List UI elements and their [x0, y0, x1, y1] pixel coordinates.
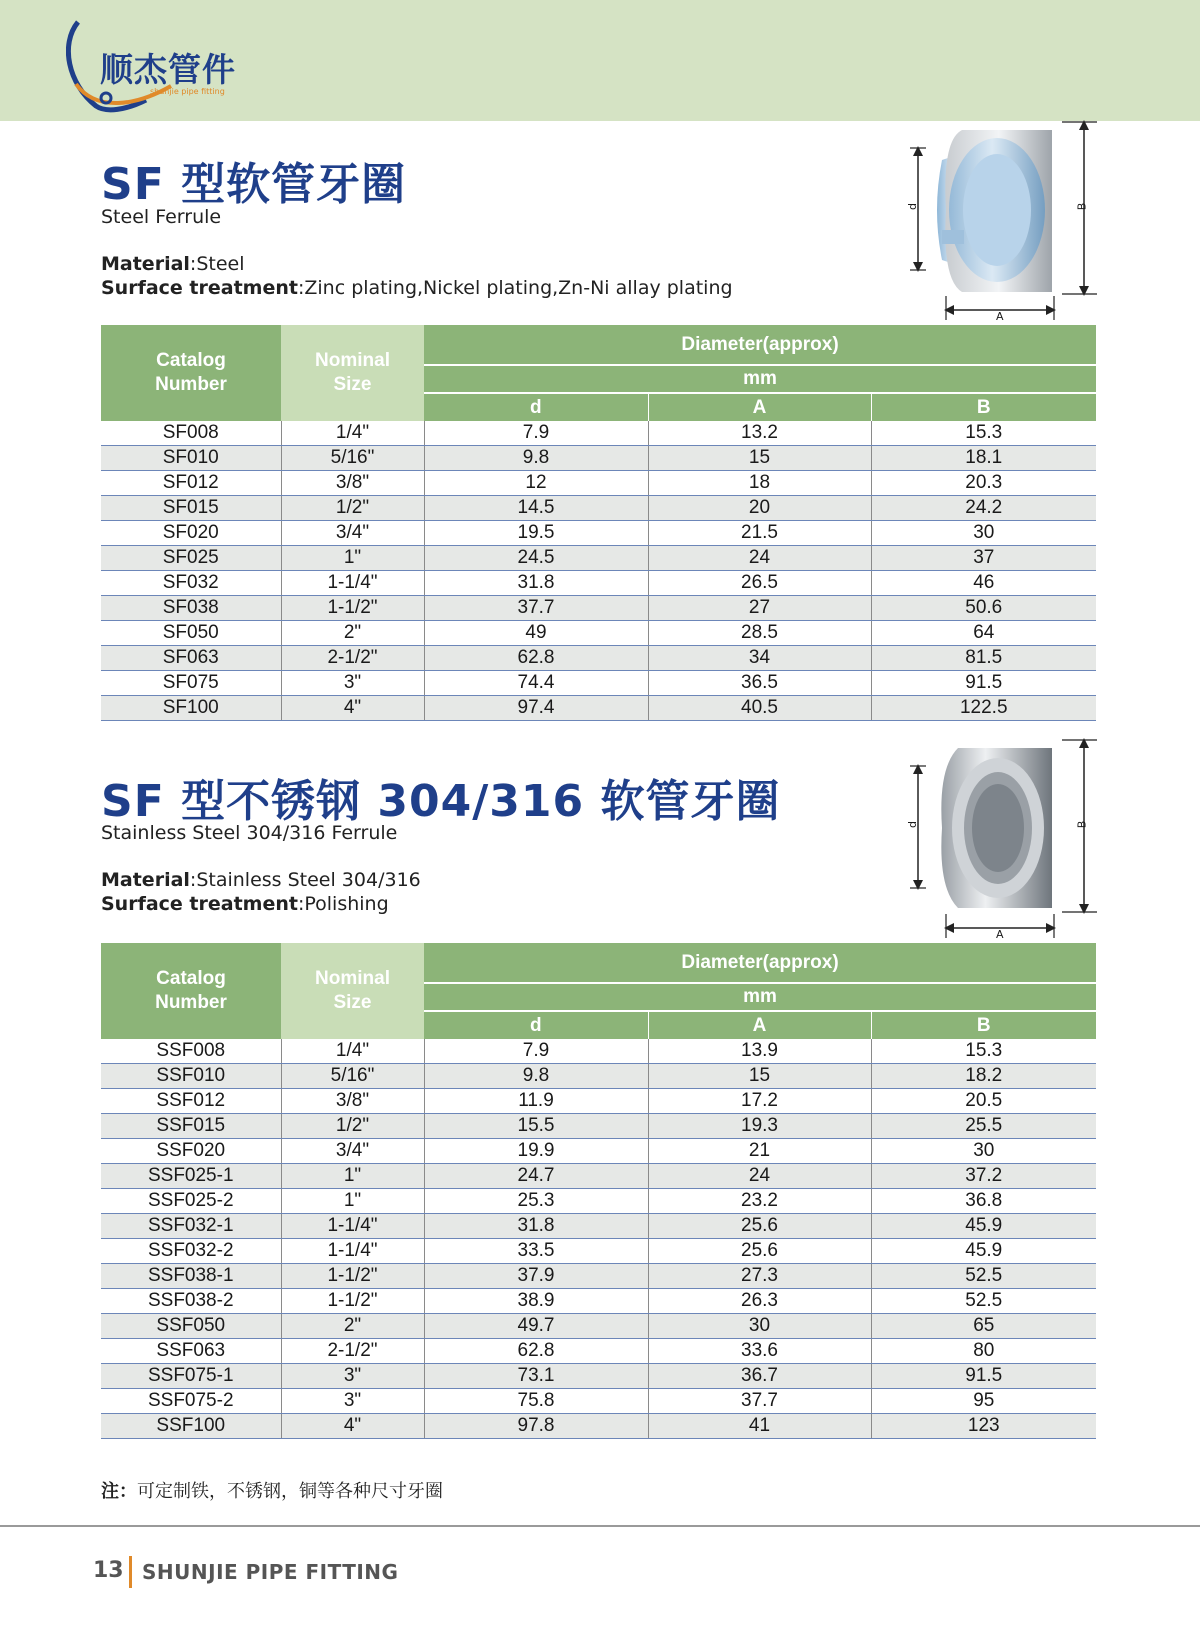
table-cell: SF012 [101, 471, 281, 496]
dim-a-label: A [996, 310, 1004, 323]
table-cell: 33.5 [424, 1239, 648, 1264]
dim-d-label: d [905, 821, 919, 828]
catalog-number-header [101, 325, 281, 421]
table-row [101, 1414, 1096, 1439]
table-cell: 1/4" [281, 421, 424, 446]
table-cell: 33.6 [648, 1339, 871, 1364]
steel-ferrule-figure [902, 120, 1102, 325]
table-cell: 91.5 [871, 1364, 1096, 1389]
table-cell: 30 [871, 1139, 1096, 1164]
table-cell: 30 [648, 1314, 871, 1339]
table-cell: 15 [648, 446, 871, 471]
table-row [101, 671, 1096, 696]
table-cell: SSF032-2 [101, 1239, 281, 1264]
diameter-header: Diameter(approx) [424, 325, 1096, 365]
material-value: :Steel [189, 253, 245, 275]
table-cell: 81.5 [871, 646, 1096, 671]
table-row [101, 1189, 1096, 1214]
table-cell: SF050 [101, 621, 281, 646]
table-cell: SSF020 [101, 1139, 281, 1164]
table-cell: SSF100 [101, 1414, 281, 1439]
header-line: Size [333, 374, 372, 395]
table-cell: SF025 [101, 546, 281, 571]
table-cell: 37.9 [424, 1264, 648, 1289]
footer-divider [0, 1525, 1200, 1527]
table-cell: 3/8" [281, 471, 424, 496]
table-cell: 14.5 [424, 496, 648, 521]
col-b-header: B [871, 1011, 1096, 1039]
table-cell: 2-1/2" [281, 1339, 424, 1364]
table-row [101, 1339, 1096, 1364]
header-line: Size [333, 992, 372, 1013]
table-body [101, 421, 1096, 721]
stainless-ferrule-diagram-icon [902, 738, 1102, 943]
table-cell: 30 [871, 521, 1096, 546]
table-cell: 46 [871, 571, 1096, 596]
table-cell: SSF038-1 [101, 1264, 281, 1289]
table-row [101, 446, 1096, 471]
table-cell: 3/8" [281, 1089, 424, 1114]
table-cell: 25.6 [648, 1214, 871, 1239]
table-cell: 26.3 [648, 1289, 871, 1314]
table-cell: 19.9 [424, 1139, 648, 1164]
table-cell: 3" [281, 1389, 424, 1414]
table-cell: 1/4" [281, 1039, 424, 1064]
table-cell: 2-1/2" [281, 646, 424, 671]
table-cell: SF032 [101, 571, 281, 596]
table-row [101, 1289, 1096, 1314]
table-row [101, 471, 1096, 496]
section2-material [101, 869, 421, 891]
table-cell: 73.1 [424, 1364, 648, 1389]
table-cell: SF100 [101, 696, 281, 721]
col-a-header: A [648, 1011, 871, 1039]
table-cell: 1" [281, 1164, 424, 1189]
dim-b-label: B [1075, 202, 1089, 211]
table-cell: 21 [648, 1139, 871, 1164]
table-cell: SF075 [101, 671, 281, 696]
footnote [101, 1477, 443, 1503]
table-cell: 34 [648, 646, 871, 671]
table-row [101, 1064, 1096, 1089]
table-cell: 7.9 [424, 421, 648, 446]
material-label: Material [101, 253, 190, 275]
page-number: 13 [93, 1558, 124, 1583]
table-cell: 27 [648, 596, 871, 621]
table-cell: 2" [281, 1314, 424, 1339]
steel-ferrule-diagram-icon [902, 120, 1102, 325]
table-header [101, 325, 1096, 421]
table-cell: 95 [871, 1389, 1096, 1414]
logo-subtext: shunjie pipe fitting [150, 87, 225, 96]
surface-value: :Zinc plating,Nickel plating,Zn-Ni allay plating [297, 277, 733, 299]
table-cell: 20.5 [871, 1089, 1096, 1114]
table-cell: 49 [424, 621, 648, 646]
table-cell: 18.2 [871, 1064, 1096, 1089]
company-logo [66, 14, 266, 114]
table-cell: 13.9 [648, 1039, 871, 1064]
dim-a-label: A [996, 928, 1004, 941]
col-b-header: B [871, 393, 1096, 421]
table-cell: 15.3 [871, 1039, 1096, 1064]
stainless-ferrule-figure [902, 738, 1102, 943]
section2-title: SF 型不锈钢 304/316 软管牙圈 [101, 776, 781, 827]
header-line: Nominal [315, 968, 390, 989]
section1-title: SF 型软管牙圈 [101, 159, 407, 210]
table-body [101, 1039, 1096, 1439]
table-cell: SSF012 [101, 1089, 281, 1114]
table-cell: 3" [281, 671, 424, 696]
catalog-number-header [101, 943, 281, 1039]
table-cell: 80 [871, 1339, 1096, 1364]
header-band [0, 0, 1200, 121]
section1-material [101, 253, 245, 275]
table-cell: 123 [871, 1414, 1096, 1439]
col-d-header: d [424, 1011, 648, 1039]
table-cell: 26.5 [648, 571, 871, 596]
material-value: :Stainless Steel 304/316 [189, 869, 421, 891]
col-a-header: A [648, 393, 871, 421]
table-cell: 97.8 [424, 1414, 648, 1439]
table-cell: SF020 [101, 521, 281, 546]
material-label: Material [101, 869, 190, 891]
table-cell: 25.6 [648, 1239, 871, 1264]
table-cell: 24.5 [424, 546, 648, 571]
table-cell: 18.1 [871, 446, 1096, 471]
table-cell: SF010 [101, 446, 281, 471]
table-row [101, 596, 1096, 621]
table-cell: 9.8 [424, 1064, 648, 1089]
col-d-header: d [424, 393, 648, 421]
section1-subtitle: Steel Ferrule [101, 206, 222, 228]
table-cell: 36.5 [648, 671, 871, 696]
section2-surface [101, 893, 389, 915]
diameter-header: Diameter(approx) [424, 943, 1096, 983]
header-line: Number [155, 992, 227, 1013]
table-cell: 25.3 [424, 1189, 648, 1214]
table-cell: 11.9 [424, 1089, 648, 1114]
header-line: Catalog [156, 968, 226, 989]
table-row [101, 1164, 1096, 1189]
footer-brand: SHUNJIE PIPE FITTING [142, 1560, 399, 1584]
table-cell: 37.7 [424, 596, 648, 621]
table-cell: 49.7 [424, 1314, 648, 1339]
table-cell: SF063 [101, 646, 281, 671]
table-cell: 31.8 [424, 571, 648, 596]
table-cell: 31.8 [424, 1214, 648, 1239]
table-cell: 62.8 [424, 646, 648, 671]
table-cell: 13.2 [648, 421, 871, 446]
steel-ferrule-table [101, 325, 1096, 721]
table-row [101, 1214, 1096, 1239]
table-cell: 20.3 [871, 471, 1096, 496]
table-row [101, 571, 1096, 596]
table-cell: 18 [648, 471, 871, 496]
table-cell: 1/2" [281, 496, 424, 521]
table-cell: 3/4" [281, 1139, 424, 1164]
header-line: Number [155, 374, 227, 395]
table-cell: 1-1/4" [281, 1214, 424, 1239]
table-cell: 1-1/4" [281, 571, 424, 596]
table-cell: 4" [281, 696, 424, 721]
table-row [101, 1114, 1096, 1139]
table-cell: 52.5 [871, 1289, 1096, 1314]
table-cell: SSF038-2 [101, 1289, 281, 1314]
nominal-size-header [281, 325, 424, 421]
table-cell: 24 [648, 546, 871, 571]
table-cell: 3" [281, 1364, 424, 1389]
surface-value: :Polishing [297, 893, 389, 915]
table-cell: 97.4 [424, 696, 648, 721]
table-cell: 5/16" [281, 1064, 424, 1089]
dim-d-label: d [905, 203, 919, 210]
table-cell: 19.5 [424, 521, 648, 546]
dim-b-label: B [1075, 820, 1089, 829]
table-row [101, 1089, 1096, 1114]
table-cell: SSF015 [101, 1114, 281, 1139]
table-cell: 37.7 [648, 1389, 871, 1414]
table-row [101, 1264, 1096, 1289]
table-cell: 41 [648, 1414, 871, 1439]
table-cell: 45.9 [871, 1214, 1096, 1239]
table-row [101, 696, 1096, 721]
table-cell: SF038 [101, 596, 281, 621]
table-cell: 38.9 [424, 1289, 648, 1314]
table-cell: 40.5 [648, 696, 871, 721]
table-cell: 28.5 [648, 621, 871, 646]
table-cell: 7.9 [424, 1039, 648, 1064]
table-cell: SSF050 [101, 1314, 281, 1339]
table-cell: 52.5 [871, 1264, 1096, 1289]
table-cell: 17.2 [648, 1089, 871, 1114]
table-row [101, 1239, 1096, 1264]
table-cell: 4" [281, 1414, 424, 1439]
table-cell: 19.3 [648, 1114, 871, 1139]
table-row [101, 1389, 1096, 1414]
table-row [101, 521, 1096, 546]
table-cell: SSF075-2 [101, 1389, 281, 1414]
table-row [101, 1139, 1096, 1164]
table-cell: 1/2" [281, 1114, 424, 1139]
table-cell: 24.2 [871, 496, 1096, 521]
table-row [101, 1364, 1096, 1389]
table-row [101, 1314, 1096, 1339]
table-row [101, 421, 1096, 446]
table-cell: 65 [871, 1314, 1096, 1339]
table-cell: 37.2 [871, 1164, 1096, 1189]
surface-label: Surface treatment [101, 893, 298, 915]
table-cell: 15.3 [871, 421, 1096, 446]
table-cell: 25.5 [871, 1114, 1096, 1139]
table-cell: 75.8 [424, 1389, 648, 1414]
table-cell: SSF010 [101, 1064, 281, 1089]
table-row [101, 496, 1096, 521]
note-text: 可定制铁，不锈钢，铜等各种尺寸牙圈 [137, 1481, 443, 1502]
table-cell: 1-1/2" [281, 1289, 424, 1314]
table-cell: 21.5 [648, 521, 871, 546]
table-cell: 1" [281, 546, 424, 571]
table-row [101, 1039, 1096, 1064]
header-line: Catalog [156, 350, 226, 371]
table-cell: 74.4 [424, 671, 648, 696]
table-cell: 64 [871, 621, 1096, 646]
table-cell: 23.2 [648, 1189, 871, 1214]
nominal-size-header [281, 943, 424, 1039]
table-cell: 24 [648, 1164, 871, 1189]
unit-header: mm [424, 983, 1096, 1011]
table-cell: 9.8 [424, 446, 648, 471]
table-cell: 1-1/2" [281, 1264, 424, 1289]
table-cell: SF015 [101, 496, 281, 521]
footer-accent-bar [129, 1556, 132, 1588]
table-cell: 2" [281, 621, 424, 646]
table-cell: 24.7 [424, 1164, 648, 1189]
table-cell: 3/4" [281, 521, 424, 546]
table-cell: 50.6 [871, 596, 1096, 621]
note-label: 注： [101, 1481, 137, 1502]
header-line: Nominal [315, 350, 390, 371]
section1-surface [101, 277, 733, 299]
table-header [101, 943, 1096, 1039]
table-cell: SSF025-1 [101, 1164, 281, 1189]
table-cell: 37 [871, 546, 1096, 571]
table-row [101, 646, 1096, 671]
table-cell: 91.5 [871, 671, 1096, 696]
table-cell: 45.9 [871, 1239, 1096, 1264]
table-cell: 36.8 [871, 1189, 1096, 1214]
table-cell: SSF025-2 [101, 1189, 281, 1214]
section2-subtitle: Stainless Steel 304/316 Ferrule [101, 822, 398, 844]
table-cell: SF008 [101, 421, 281, 446]
logo-text: 顺杰管件 [100, 50, 236, 89]
table-cell: SSF008 [101, 1039, 281, 1064]
table-cell: 62.8 [424, 1339, 648, 1364]
table-cell: 1" [281, 1189, 424, 1214]
table-cell: SSF075-1 [101, 1364, 281, 1389]
table-cell: 20 [648, 496, 871, 521]
table-cell: 1-1/4" [281, 1239, 424, 1264]
table-cell: 12 [424, 471, 648, 496]
stainless-ferrule-table [101, 943, 1096, 1439]
table-row [101, 621, 1096, 646]
table-cell: 15.5 [424, 1114, 648, 1139]
table-cell: 36.7 [648, 1364, 871, 1389]
surface-label: Surface treatment [101, 277, 298, 299]
table-cell: 15 [648, 1064, 871, 1089]
table-cell: 5/16" [281, 446, 424, 471]
unit-header: mm [424, 365, 1096, 393]
table-cell: 1-1/2" [281, 596, 424, 621]
table-cell: SSF032-1 [101, 1214, 281, 1239]
table-cell: 27.3 [648, 1264, 871, 1289]
table-cell: 122.5 [871, 696, 1096, 721]
table-cell: SSF063 [101, 1339, 281, 1364]
table-row [101, 546, 1096, 571]
